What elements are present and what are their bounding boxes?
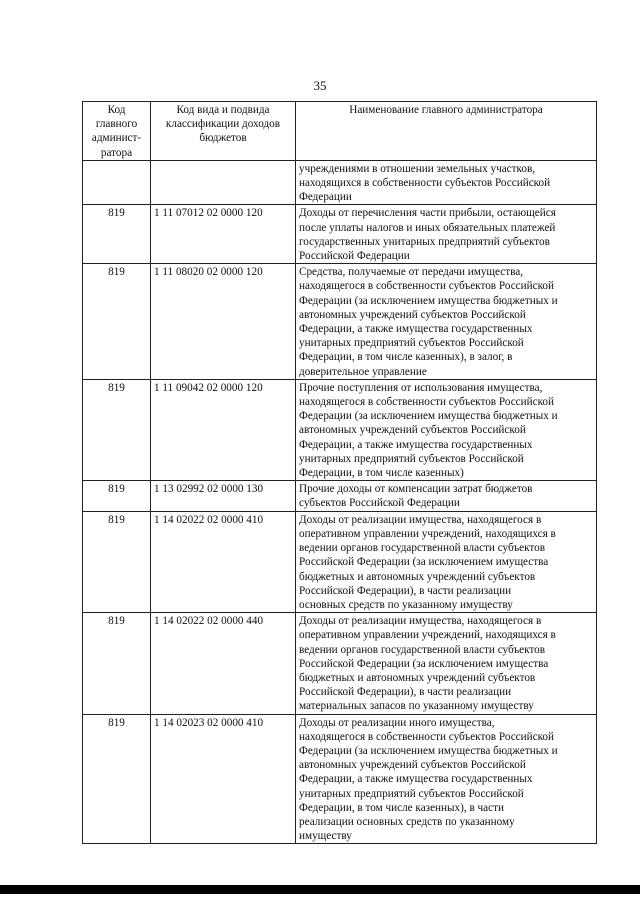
admin-name-line: после уплаты налогов и иных обязательных платежей — [299, 221, 556, 234]
admin-name-line: унитарных предприятий субъектов Российской — [299, 452, 524, 465]
admin-name-line: Федерации, а также имущества государственных — [299, 323, 533, 336]
admin-name-line: Прочие поступления от использования имущества, — [299, 381, 543, 394]
admin-name-line: Доходы от реализации имущества, находящегося в — [299, 615, 542, 628]
admin-code-cell: 819 — [83, 511, 151, 612]
admin-name-line: Федерации, а также имущества государственных — [299, 773, 533, 786]
admin-name-line: находящихся в собственности субъектов Российской — [299, 177, 551, 190]
admin-name-cell — [296, 714, 597, 844]
header-admin-name: Наименование главного администратора — [296, 102, 597, 161]
table-row — [83, 160, 597, 205]
admin-code-cell: 819 — [83, 481, 151, 511]
admin-name-line: Российской Федерации), в части реализации — [299, 584, 512, 597]
admin-name-line: автономных учреждений субъектов Российской — [299, 424, 526, 437]
table-row — [83, 714, 597, 844]
admin-name-cell — [296, 511, 597, 612]
header-admin-code: Код главного админист- ратора — [83, 102, 151, 161]
admin-name-line: находящегося в собственности субъектов Российской — [299, 280, 555, 293]
revenue-code-cell: 1 11 07012 02 0000 120 — [151, 205, 296, 264]
scan-bottom-edge — [0, 885, 640, 894]
revenue-code-cell — [151, 160, 296, 205]
admin-name-line: бюджетных и автономных учреждений субъектов — [299, 671, 536, 684]
admin-name-line: унитарных предприятий субъектов Российской — [299, 787, 524, 800]
admin-name-line: Российской Федерации — [299, 250, 410, 263]
admin-code-cell: 819 — [83, 613, 151, 714]
admin-name-line: субъектов Российской Федерации — [299, 497, 460, 510]
admin-name-line: Российской Федерации (за исключением имущества — [299, 657, 549, 670]
admin-name-line: оперативном управлении учреждений, находящихся в — [299, 527, 556, 540]
admin-name-line: Прочие доходы от компенсации затрат бюджетов — [299, 483, 533, 496]
admin-name-line: Федерации — [299, 191, 352, 204]
admin-name-line: учреждениями в отношении земельных участков, — [299, 162, 536, 175]
admin-name-line: Российской Федерации (за исключением имущества — [299, 556, 549, 569]
admin-name-line: ведении органов государственной власти субъектов — [299, 542, 546, 555]
revenue-administrators-table — [82, 101, 597, 844]
admin-name-cell — [296, 481, 597, 511]
table-row — [83, 613, 597, 714]
admin-name-line: доверительное управление — [299, 365, 427, 378]
admin-name-line: основных средств по указанному имуществу — [299, 598, 513, 611]
table-body — [83, 160, 597, 844]
revenue-code-cell: 1 14 02023 02 0000 410 — [151, 714, 296, 844]
admin-name-line: бюджетных и автономных учреждений субъектов — [299, 570, 536, 583]
admin-code-cell: 819 — [83, 264, 151, 380]
revenue-code-cell: 1 11 09042 02 0000 120 — [151, 379, 296, 480]
table-row — [83, 379, 597, 480]
admin-code-cell: 819 — [83, 714, 151, 844]
admin-name-line: Федерации (за исключением имущества бюджетных и — [299, 744, 558, 757]
admin-name-line: Федерации (за исключением имущества бюджетных и — [299, 410, 558, 423]
admin-name-cell — [296, 160, 597, 205]
revenue-code-cell: 1 11 08020 02 0000 120 — [151, 264, 296, 380]
admin-code-cell: 819 — [83, 205, 151, 264]
admin-name-line: Доходы от реализации иного имущества, — [299, 716, 495, 729]
admin-name-line: находящегося в собственности субъектов Российской — [299, 730, 555, 743]
admin-name-line: Федерации, в том числе казенных), в залог, в — [299, 351, 513, 364]
admin-name-line: Федерации, в том числе казенных) — [299, 467, 464, 480]
admin-name-line: автономных учреждений субъектов Российской — [299, 759, 526, 772]
admin-name-line: реализации основных средств по указанному — [299, 815, 515, 828]
admin-name-cell — [296, 613, 597, 714]
admin-name-line: Российской Федерации), в части реализации — [299, 686, 512, 699]
admin-name-line: Федерации, а также имущества государственных — [299, 438, 533, 451]
admin-name-line: Средства, получаемые от передачи имущества, — [299, 266, 524, 279]
admin-name-line: имуществу — [299, 830, 352, 843]
admin-name-line: ведении органов государственной власти субъектов — [299, 643, 546, 656]
header-revenue-classification-code: Код вида и подвида классификации доходов бюджетов — [151, 102, 296, 161]
table-row — [83, 481, 597, 511]
admin-name-cell — [296, 379, 597, 480]
revenue-code-cell: 1 14 02022 02 0000 410 — [151, 511, 296, 612]
table-row — [83, 511, 597, 612]
admin-code-cell: 819 — [83, 379, 151, 480]
admin-name-line: оперативном управлении учреждений, находящихся в — [299, 629, 556, 642]
admin-name-line: находящегося в собственности субъектов Российской — [299, 396, 555, 409]
admin-code-cell — [83, 160, 151, 205]
admin-name-cell — [296, 205, 597, 264]
admin-name-line: Федерации, в том числе казенных), в части — [299, 801, 504, 814]
admin-name-line: государственных унитарных предприятий субъектов — [299, 235, 550, 248]
table-row — [83, 264, 597, 380]
revenue-code-cell: 1 14 02022 02 0000 440 — [151, 613, 296, 714]
admin-name-cell — [296, 264, 597, 380]
admin-name-line: Федерации (за исключением имущества бюджетных и — [299, 294, 558, 307]
table-header-row — [83, 102, 597, 161]
admin-name-line: унитарных предприятий субъектов Российской — [299, 337, 524, 350]
admin-name-line: материальных запасов по указанному имуществу — [299, 700, 534, 713]
revenue-code-cell: 1 13 02992 02 0000 130 — [151, 481, 296, 511]
admin-name-line: Доходы от перечисления части прибыли, остающейся — [299, 207, 556, 220]
admin-name-line: автономных учреждений субъектов Российской — [299, 308, 526, 321]
table-row — [83, 205, 597, 264]
admin-name-line: Доходы от реализации имущества, находящегося в — [299, 513, 542, 526]
page-number: 35 — [313, 78, 327, 93]
